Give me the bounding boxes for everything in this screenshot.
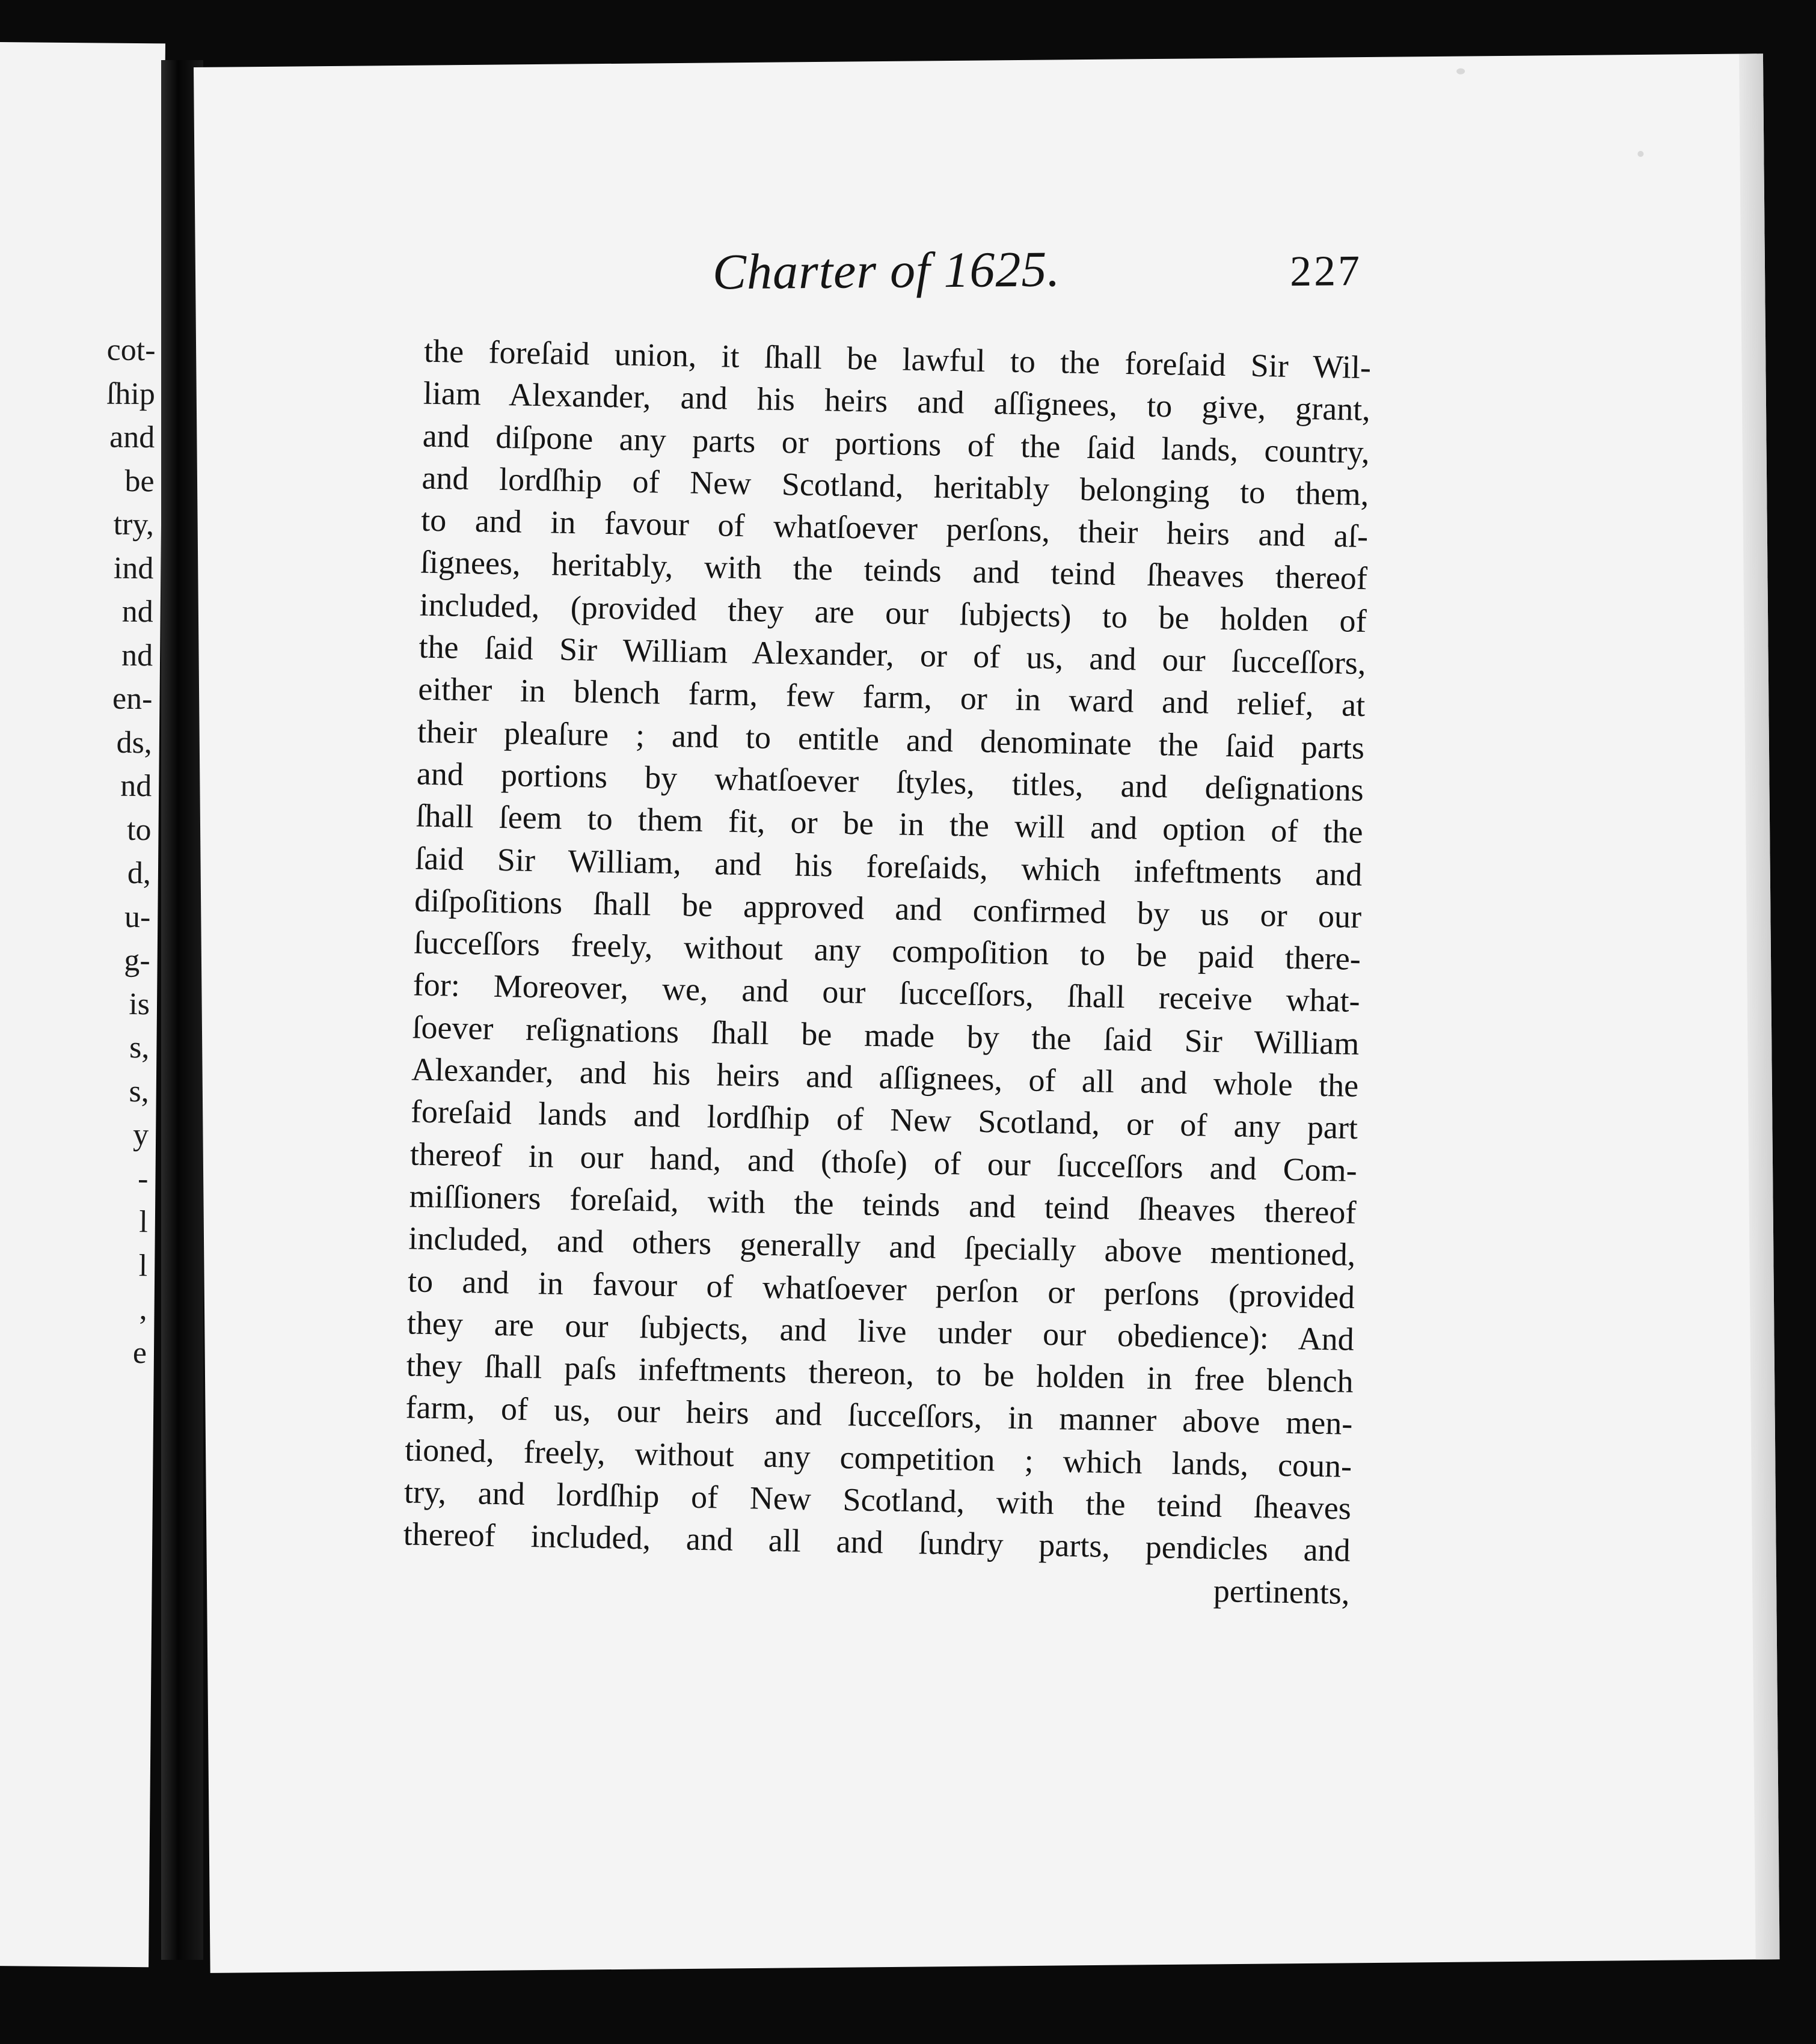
text-line: try, and lordſhip of New Scotland, with the teind ſheaves (403, 1473, 1352, 1526)
text-line: they are our ſubjects, and live under our obedience): And (406, 1305, 1355, 1357)
previous-page-text (26, 328, 156, 1375)
text-line: thereof in our hand, and (thoſe) of our ſucceſſors and Com- (410, 1136, 1358, 1189)
fragment-line: l (138, 1248, 148, 1283)
fragment-line: - (137, 1161, 149, 1196)
fragment-line: try, (113, 507, 155, 542)
text-line: ſignees, heritably, with the teinds and teind ſheaves thereof (420, 544, 1368, 597)
text-line: included, and others generally and ſpecially above mentioned, (408, 1220, 1356, 1273)
text-line: foreſaid lands and lordſhip of New Scotland, or of any part (410, 1093, 1358, 1146)
fragment-line: cot- (106, 332, 156, 368)
fragment-line: nd (120, 768, 152, 804)
fragment-line: d, (127, 855, 152, 891)
fragment-line: is (129, 987, 150, 1021)
fragment-line: to (126, 812, 152, 847)
fragment-line: e (132, 1335, 147, 1370)
fragment-line: and (109, 420, 155, 455)
fragment-line: nd (121, 638, 153, 673)
text-line: and lordſhip of New Scotland, heritably belonging to them, (422, 459, 1369, 513)
fragment-line: s, (129, 1074, 150, 1109)
text-line: either in blench farm, few farm, or in ward and relief, at (417, 670, 1366, 724)
fragment-line: u- (124, 899, 151, 934)
text-line: farm, of us, our heirs and ſucceſſors, in manner above men- (405, 1389, 1353, 1442)
text-line: they ſhall paſs infeftments thereon, to be holden in free blench (406, 1347, 1354, 1400)
page-number: 227 (1289, 246, 1363, 296)
fragment-line: ſhip (106, 376, 156, 411)
paper-speck (1637, 151, 1643, 157)
text-line: Alexander, and his heirs and aſſignees, of all and whole the (411, 1051, 1359, 1104)
fragment-line: , (139, 1292, 147, 1327)
fragment-line: ds, (116, 725, 153, 760)
fragment-line: y (132, 1118, 149, 1152)
text-line: for: Moreover, we, and our ſucceſſors, ſhall receive what- (413, 966, 1361, 1020)
catchword: pertinents, (1213, 1572, 1350, 1611)
previous-page (0, 42, 165, 1967)
text-line: ſaid Sir William, and his foreſaids, which infeftments and (414, 840, 1363, 893)
text-line: the foreſaid union, it ſhall be lawful to the foreſaid Sir Wil- (423, 332, 1372, 386)
text-line: ſucceſſors freely, without any compoſition to be paid there- (413, 924, 1361, 978)
text-line: and portions by whatſoever ſtyles, titles, and deſignations (416, 755, 1364, 809)
fragment-line: ind (113, 551, 154, 586)
text-line: included, (provided they are our ſubjects) to be holden of (419, 586, 1367, 639)
text-line: tioned, freely, without any competition ; which lands, coun- (404, 1431, 1352, 1484)
book-page (194, 54, 1780, 1973)
text-line: to and in favour of whatſoever perſon or perſons (provided (407, 1262, 1355, 1315)
fragment-line: be (124, 464, 155, 498)
text-line: ſhall ſeem to them fit, or be in the will and option of the (416, 797, 1364, 851)
text-line: the ſaid Sir William Alexander, or of us, and our ſucceſſors, (419, 628, 1366, 682)
text-line: and diſpone any parts or portions of the ſaid lands, country, (422, 417, 1370, 470)
text-line: diſpoſitions ſhall be approved and confirmed by us or our (414, 882, 1362, 935)
text-line: liam Alexander, and his heirs and aſſignees, to give, grant, (423, 375, 1371, 428)
body-text (402, 330, 1372, 1614)
page-edge (1739, 54, 1780, 1959)
fragment-line: nd (121, 594, 153, 629)
fragment-line: en- (112, 681, 153, 717)
fragment-line: l (139, 1205, 149, 1240)
text-line: their pleaſure ; and to entitle and denominate the ſaid parts (417, 713, 1365, 766)
text-line: to and in favour of whatſoever perſons, their heirs and aſ- (420, 501, 1369, 555)
text-line: thereof included, and all and ſundry parts, pendicles and (403, 1516, 1351, 1569)
page-header (195, 234, 1765, 314)
text-line: miſſioners foreſaid, with the teinds and teind ſheaves thereof (409, 1178, 1357, 1231)
running-title: Charter of 1625. (712, 241, 1061, 301)
fragment-line: g- (124, 943, 150, 978)
fragment-line: s, (129, 1030, 150, 1065)
paper-speck (1456, 69, 1465, 75)
text-line: ſoever reſignations ſhall be made by the ſaid Sir William (412, 1009, 1360, 1062)
